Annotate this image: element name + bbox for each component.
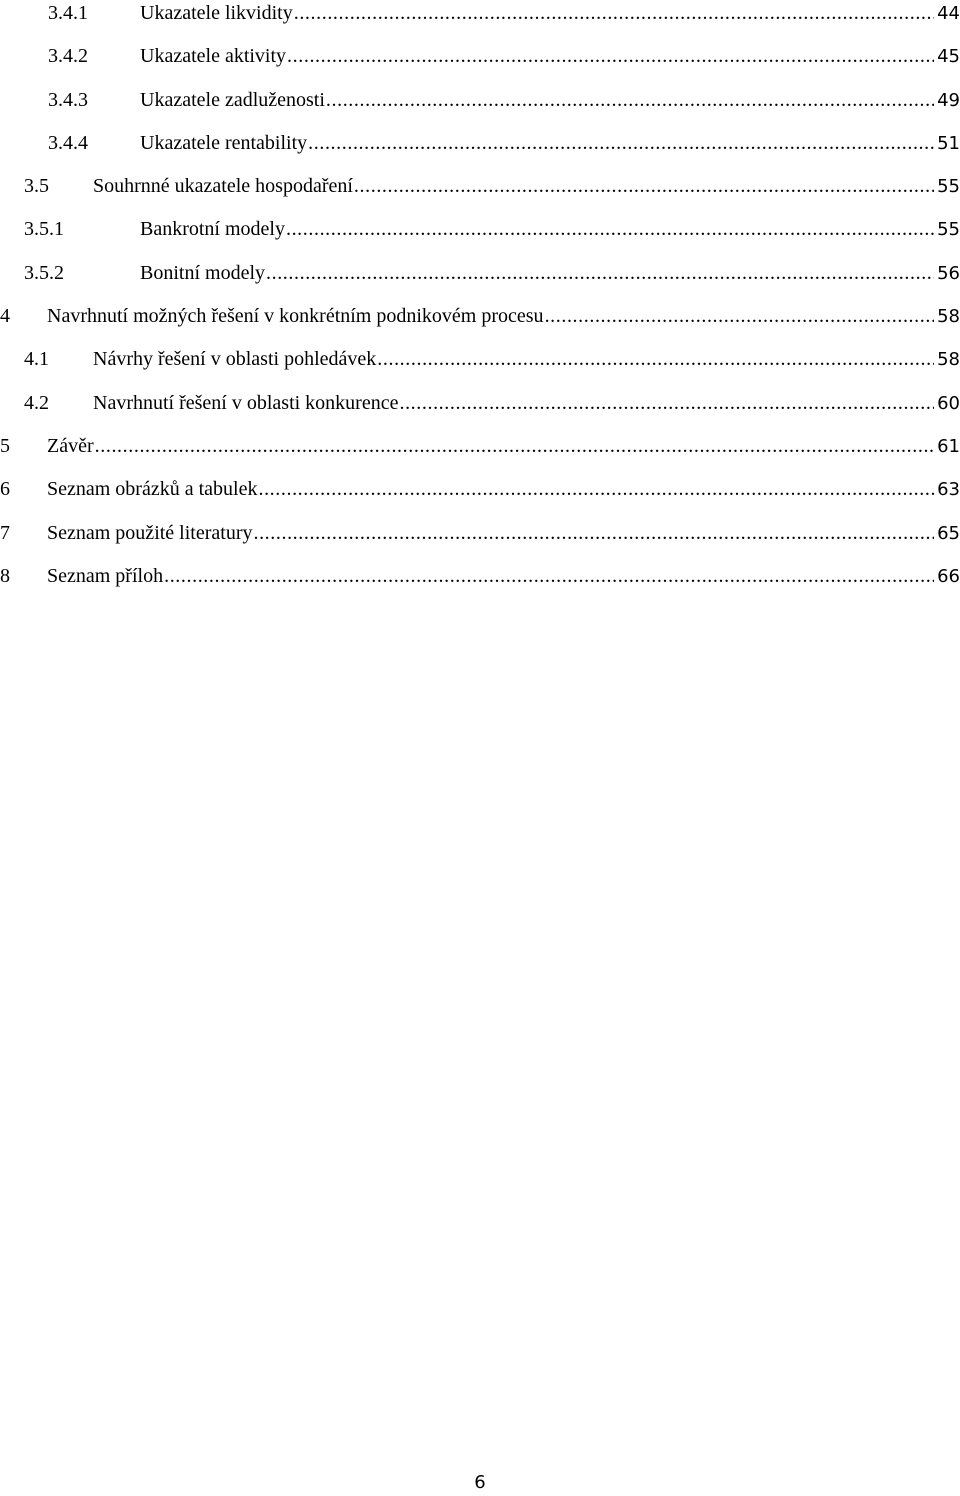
toc-entry[interactable] — [0, 346, 960, 389]
toc-entry-number: 3.4.3 — [48, 88, 88, 111]
toc-entry-number: 3.5.2 — [24, 261, 64, 284]
toc-leader-dots — [257, 476, 934, 502]
toc-entry-number: 5 — [0, 434, 10, 457]
toc-entry-number: 4.2 — [24, 391, 49, 414]
table-of-contents — [0, 0, 960, 606]
toc-entry-title: Seznam použité literatury — [47, 521, 253, 544]
toc-entry-page: 55 — [937, 176, 960, 198]
toc-entry-page: 63 — [937, 479, 960, 501]
toc-entry-number: 3.5.1 — [24, 218, 64, 241]
toc-entry-title: Ukazatele rentability — [140, 131, 308, 154]
toc-leader-dots — [325, 87, 934, 113]
toc-entry-number: 4.1 — [24, 348, 49, 371]
toc-entry[interactable] — [0, 563, 960, 606]
toc-entry[interactable] — [0, 87, 960, 130]
toc-entry-number: 3.4.1 — [48, 2, 88, 24]
toc-entry[interactable] — [0, 173, 960, 216]
toc-entry-page: 66 — [937, 565, 960, 587]
toc-leader-dots — [544, 303, 935, 329]
toc-entry[interactable] — [0, 260, 960, 303]
toc-entry-number: 7 — [0, 521, 10, 544]
toc-entry-title: Seznam příloh — [47, 564, 164, 587]
toc-entry-page: 56 — [937, 262, 960, 284]
toc-entry[interactable] — [0, 43, 960, 86]
toc-entry[interactable] — [0, 130, 960, 173]
toc-leader-dots — [265, 260, 934, 286]
toc-leader-dots — [293, 0, 934, 26]
toc-leader-dots — [307, 130, 934, 156]
toc-entry-number: 6 — [0, 478, 10, 501]
toc-entry-title: Závěr — [47, 434, 94, 457]
toc-entry-number: 3.4.2 — [48, 45, 88, 68]
toc-entry[interactable] — [0, 303, 960, 346]
toc-entry-number: 4 — [0, 305, 10, 328]
page-number: 6 — [474, 1472, 486, 1493]
toc-leader-dots — [285, 216, 934, 242]
toc-entry-title: Ukazatele likvidity — [140, 2, 293, 24]
toc-leader-dots — [353, 173, 934, 199]
toc-entry-title: Bonitní modely — [140, 261, 265, 284]
toc-entry-page: 58 — [937, 349, 960, 371]
toc-leader-dots — [398, 390, 934, 416]
toc-entry[interactable] — [0, 216, 960, 259]
toc-entry-page: 61 — [937, 435, 960, 457]
toc-leader-dots — [376, 346, 934, 372]
toc-entry-number: 3.4.4 — [48, 131, 88, 154]
toc-entry[interactable] — [0, 390, 960, 433]
toc-entry-page: 49 — [937, 89, 960, 111]
toc-leader-dots — [94, 433, 934, 459]
toc-entry-page: 65 — [937, 522, 960, 544]
toc-entry[interactable] — [0, 476, 960, 519]
toc-entry[interactable] — [0, 520, 960, 563]
toc-entry-title: Ukazatele aktivity — [140, 45, 287, 68]
toc-entry-number: 3.5 — [24, 175, 49, 198]
toc-entry-page: 55 — [937, 219, 960, 241]
toc-leader-dots — [286, 43, 934, 69]
toc-entry-title: Navrhnutí řešení v oblasti konkurence — [93, 391, 399, 414]
toc-entry-page: 45 — [937, 46, 960, 68]
toc-entry-title: Navrhnutí možných řešení v konkrétním podnikovém procesu — [47, 305, 544, 328]
toc-entry-title: Bankrotní modely — [140, 218, 285, 241]
toc-entry-page: 58 — [937, 306, 960, 328]
toc-entry-page: 51 — [937, 132, 960, 154]
toc-entry-title: Ukazatele zadluženosti — [140, 88, 325, 111]
toc-entry[interactable] — [0, 0, 960, 43]
toc-entry-title: Seznam obrázků a tabulek — [47, 478, 258, 501]
toc-entry-number: 8 — [0, 564, 10, 587]
toc-entry-title: Návrhy řešení v oblasti pohledávek — [93, 348, 377, 371]
toc-leader-dots — [252, 520, 934, 546]
toc-leader-dots — [163, 563, 934, 589]
toc-entry[interactable] — [0, 433, 960, 476]
toc-entry-page: 60 — [937, 392, 960, 414]
toc-entry-title: Souhrnné ukazatele hospodaření — [93, 175, 353, 198]
toc-entry-page: 44 — [937, 3, 960, 24]
